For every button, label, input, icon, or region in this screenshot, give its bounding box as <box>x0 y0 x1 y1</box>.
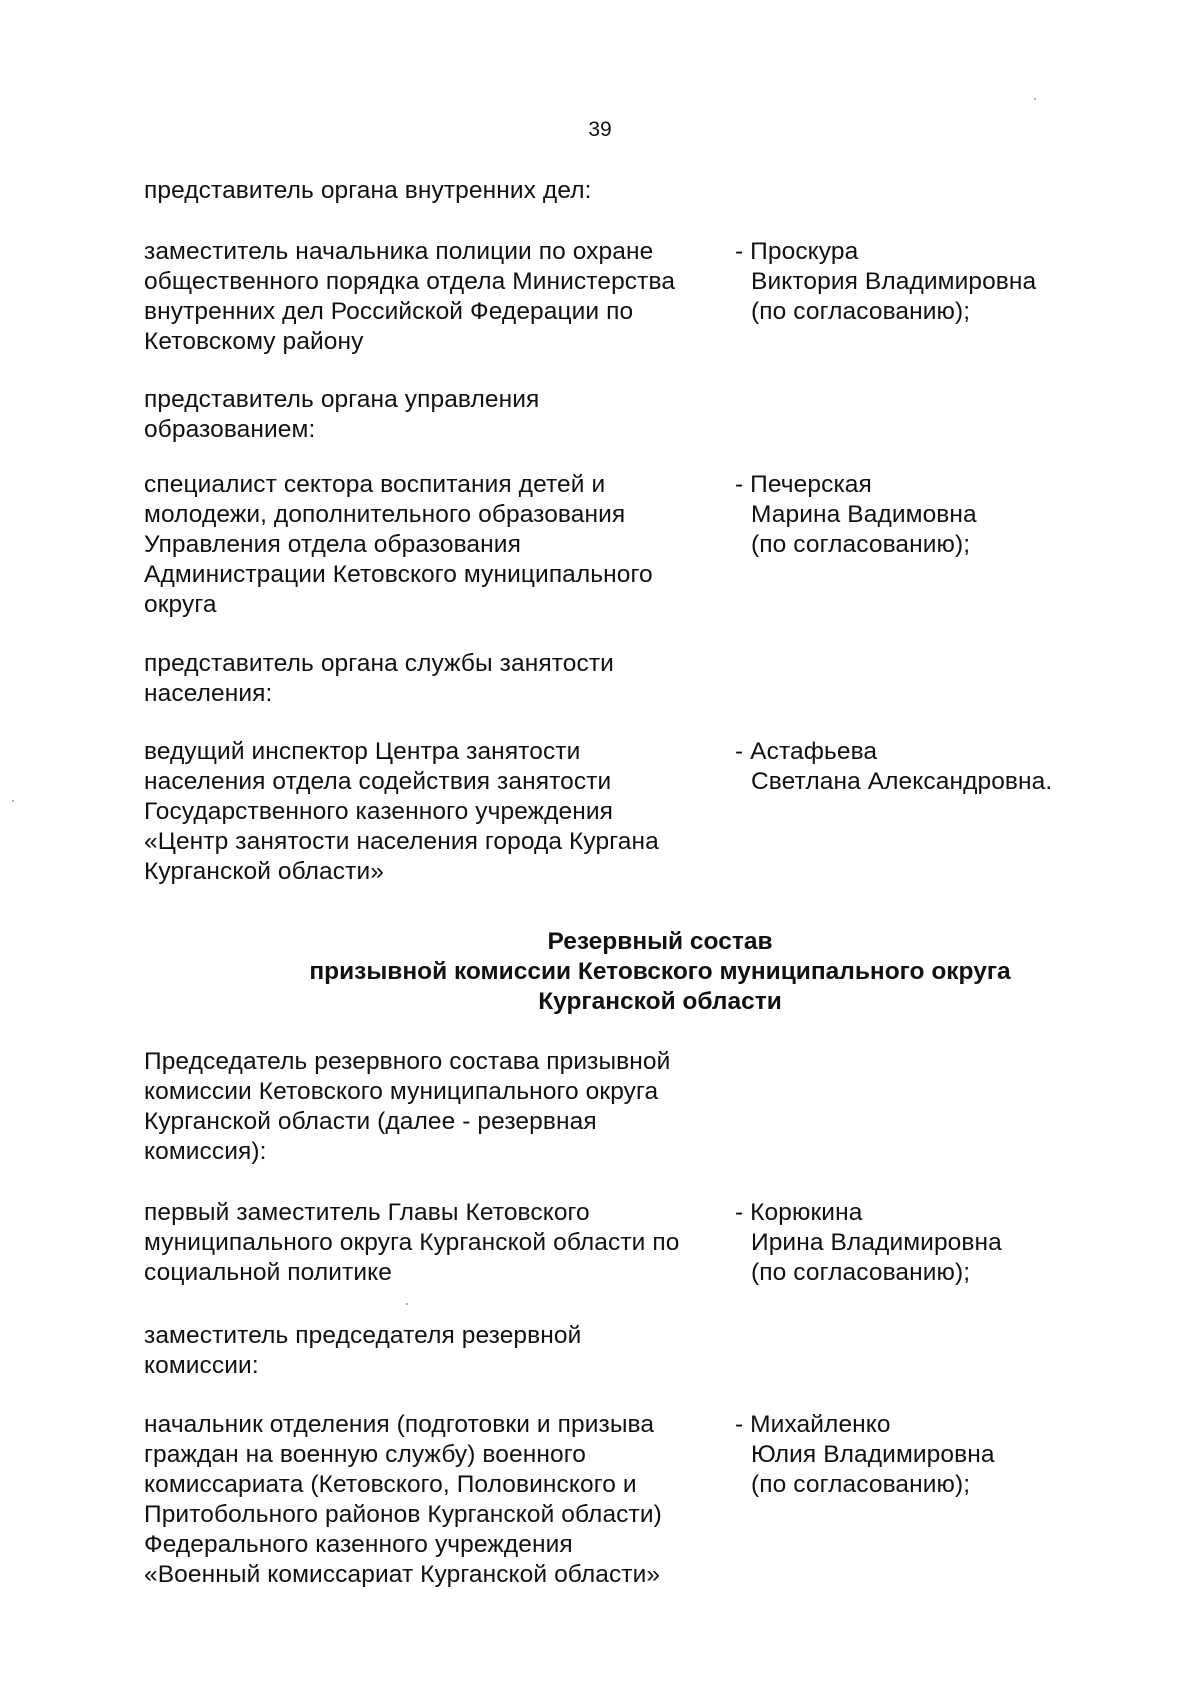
position-text: «Военный комиссариат Курганской области» <box>144 1561 661 1588</box>
position-text: комиссариата (Кетовского, Половинского и <box>144 1471 637 1498</box>
section-heading: Резервный состав <box>547 928 773 955</box>
position-text: молодежи, дополнительного образования <box>144 501 626 528</box>
category-label: комиссии Кетовского муниципального округа <box>144 1078 659 1105</box>
page-number: 39 <box>588 118 612 141</box>
position-text: общественного порядка отдела Министерства <box>144 268 676 295</box>
position-text: Государственного казенного учреждения <box>144 798 614 825</box>
position-text: муниципального округа Курганской области по <box>144 1229 680 1256</box>
position-text: ведущий инспектор Центра занятости <box>144 738 581 765</box>
category-label: комиссии: <box>144 1352 259 1379</box>
section-heading: Курганской области <box>538 988 782 1015</box>
person-surname: - Михайленко <box>735 1411 891 1438</box>
position-text: «Центр занятости населения города Кургана <box>144 828 659 855</box>
position-text: Притобольного районов Курганской области) <box>144 1501 662 1528</box>
person-note: (по согласованию); <box>751 1259 971 1286</box>
person-note: (по согласованию); <box>751 531 971 558</box>
category-label: представитель органа внутренних дел: <box>144 177 592 204</box>
position-text: Курганской области» <box>144 858 384 885</box>
scan-speck <box>12 800 14 802</box>
position-text: социальной политике <box>144 1259 392 1286</box>
category-label: представитель органа службы занятости <box>144 650 614 677</box>
position-text: Управления отдела образования <box>144 531 521 558</box>
category-label: комиссия): <box>144 1138 267 1165</box>
position-text: начальник отделения (подготовки и призыва <box>144 1411 655 1438</box>
position-text: Администрации Кетовского муниципального <box>144 561 653 588</box>
person-name: Ирина Владимировна <box>751 1229 1002 1256</box>
scan-speck <box>406 1303 408 1305</box>
position-text: населения отдела содействия занятости <box>144 768 612 795</box>
category-label: заместитель председателя резервной <box>144 1322 582 1349</box>
position-text: Федерального казенного учреждения <box>144 1531 573 1558</box>
category-label: Председатель резервного состава призывной <box>144 1048 671 1075</box>
person-note: (по согласованию); <box>751 298 971 325</box>
category-label: населения: <box>144 680 273 707</box>
position-text: внутренних дел Российской Федерации по <box>144 298 634 325</box>
category-label: образованием: <box>144 416 316 443</box>
person-name: Виктория Владимировна <box>751 268 1037 295</box>
person-surname: - Печерская <box>735 471 872 498</box>
person-surname: - Корюкина <box>735 1199 863 1226</box>
person-name: Юлия Владимировна <box>751 1441 995 1468</box>
section-heading: призывной комиссии Кетовского муниципального округа <box>309 958 1011 985</box>
person-surname: - Астафьева <box>735 738 878 765</box>
position-text: округа <box>144 591 217 618</box>
position-text: Кетовскому району <box>144 328 364 355</box>
position-text: заместитель начальника полиции по охране <box>144 238 654 265</box>
person-name: Марина Вадимовна <box>751 501 977 528</box>
person-surname: - Проскура <box>735 238 859 265</box>
category-label: Курганской области (далее - резервная <box>144 1108 597 1135</box>
scan-speck <box>1034 98 1036 100</box>
position-text: первый заместитель Главы Кетовского <box>144 1199 590 1226</box>
position-text: специалист сектора воспитания детей и <box>144 471 606 498</box>
person-name: Светлана Александровна. <box>751 768 1053 795</box>
person-note: (по согласованию); <box>751 1471 971 1498</box>
position-text: граждан на военную службу) военного <box>144 1441 586 1468</box>
category-label: представитель органа управления <box>144 386 540 413</box>
